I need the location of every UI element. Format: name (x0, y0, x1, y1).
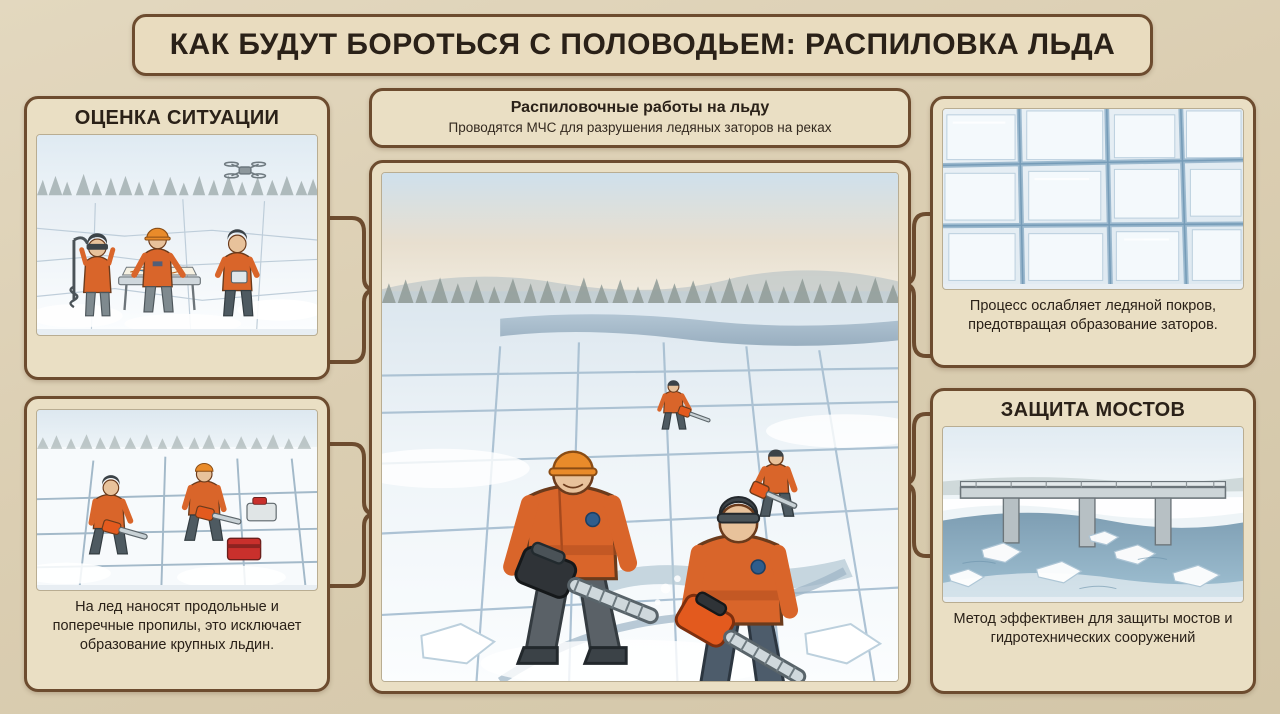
center-label-subtitle: Проводятся МЧС для разрушения ледяных заторов на реках (448, 120, 832, 135)
panel-main-image (381, 172, 899, 682)
panel-bridges-heading: ЗАЩИТА МОСТОВ (1000, 399, 1186, 421)
panel-weaken-image (942, 108, 1244, 290)
panel-bridges-caption: Метод эффективен для защиты мостов и гидротехнических сооружений (953, 611, 1233, 646)
panel-main (369, 160, 911, 694)
panel-weaken-caption: Процесс ослабляет ледяной покров, предотвращая образование заторов. (968, 298, 1218, 333)
page-title: КАК БУДУТ БОРОТЬСЯ С ПОЛОВОДЬЕМ: РАСПИЛОВКА ЛЬДА (169, 28, 1116, 61)
panel-bridges (930, 388, 1256, 694)
panel-assessment (24, 96, 330, 380)
panel-assessment-heading: ОЦЕНКА СИТУАЦИИ (74, 107, 280, 129)
panel-cuts (24, 396, 330, 692)
poster-title-bar (132, 14, 1153, 76)
center-label-box (369, 88, 911, 148)
panel-cuts-image (36, 409, 318, 591)
center-label-title: Распиловочные работы на льду (510, 99, 770, 116)
panel-cuts-caption: На лед наносят продольные и поперечные пропилы, это исключает образование крупных льдин. (52, 599, 302, 653)
panel-assessment-image (36, 134, 318, 336)
panel-weaken (930, 96, 1256, 368)
panel-bridges-image (942, 426, 1244, 603)
